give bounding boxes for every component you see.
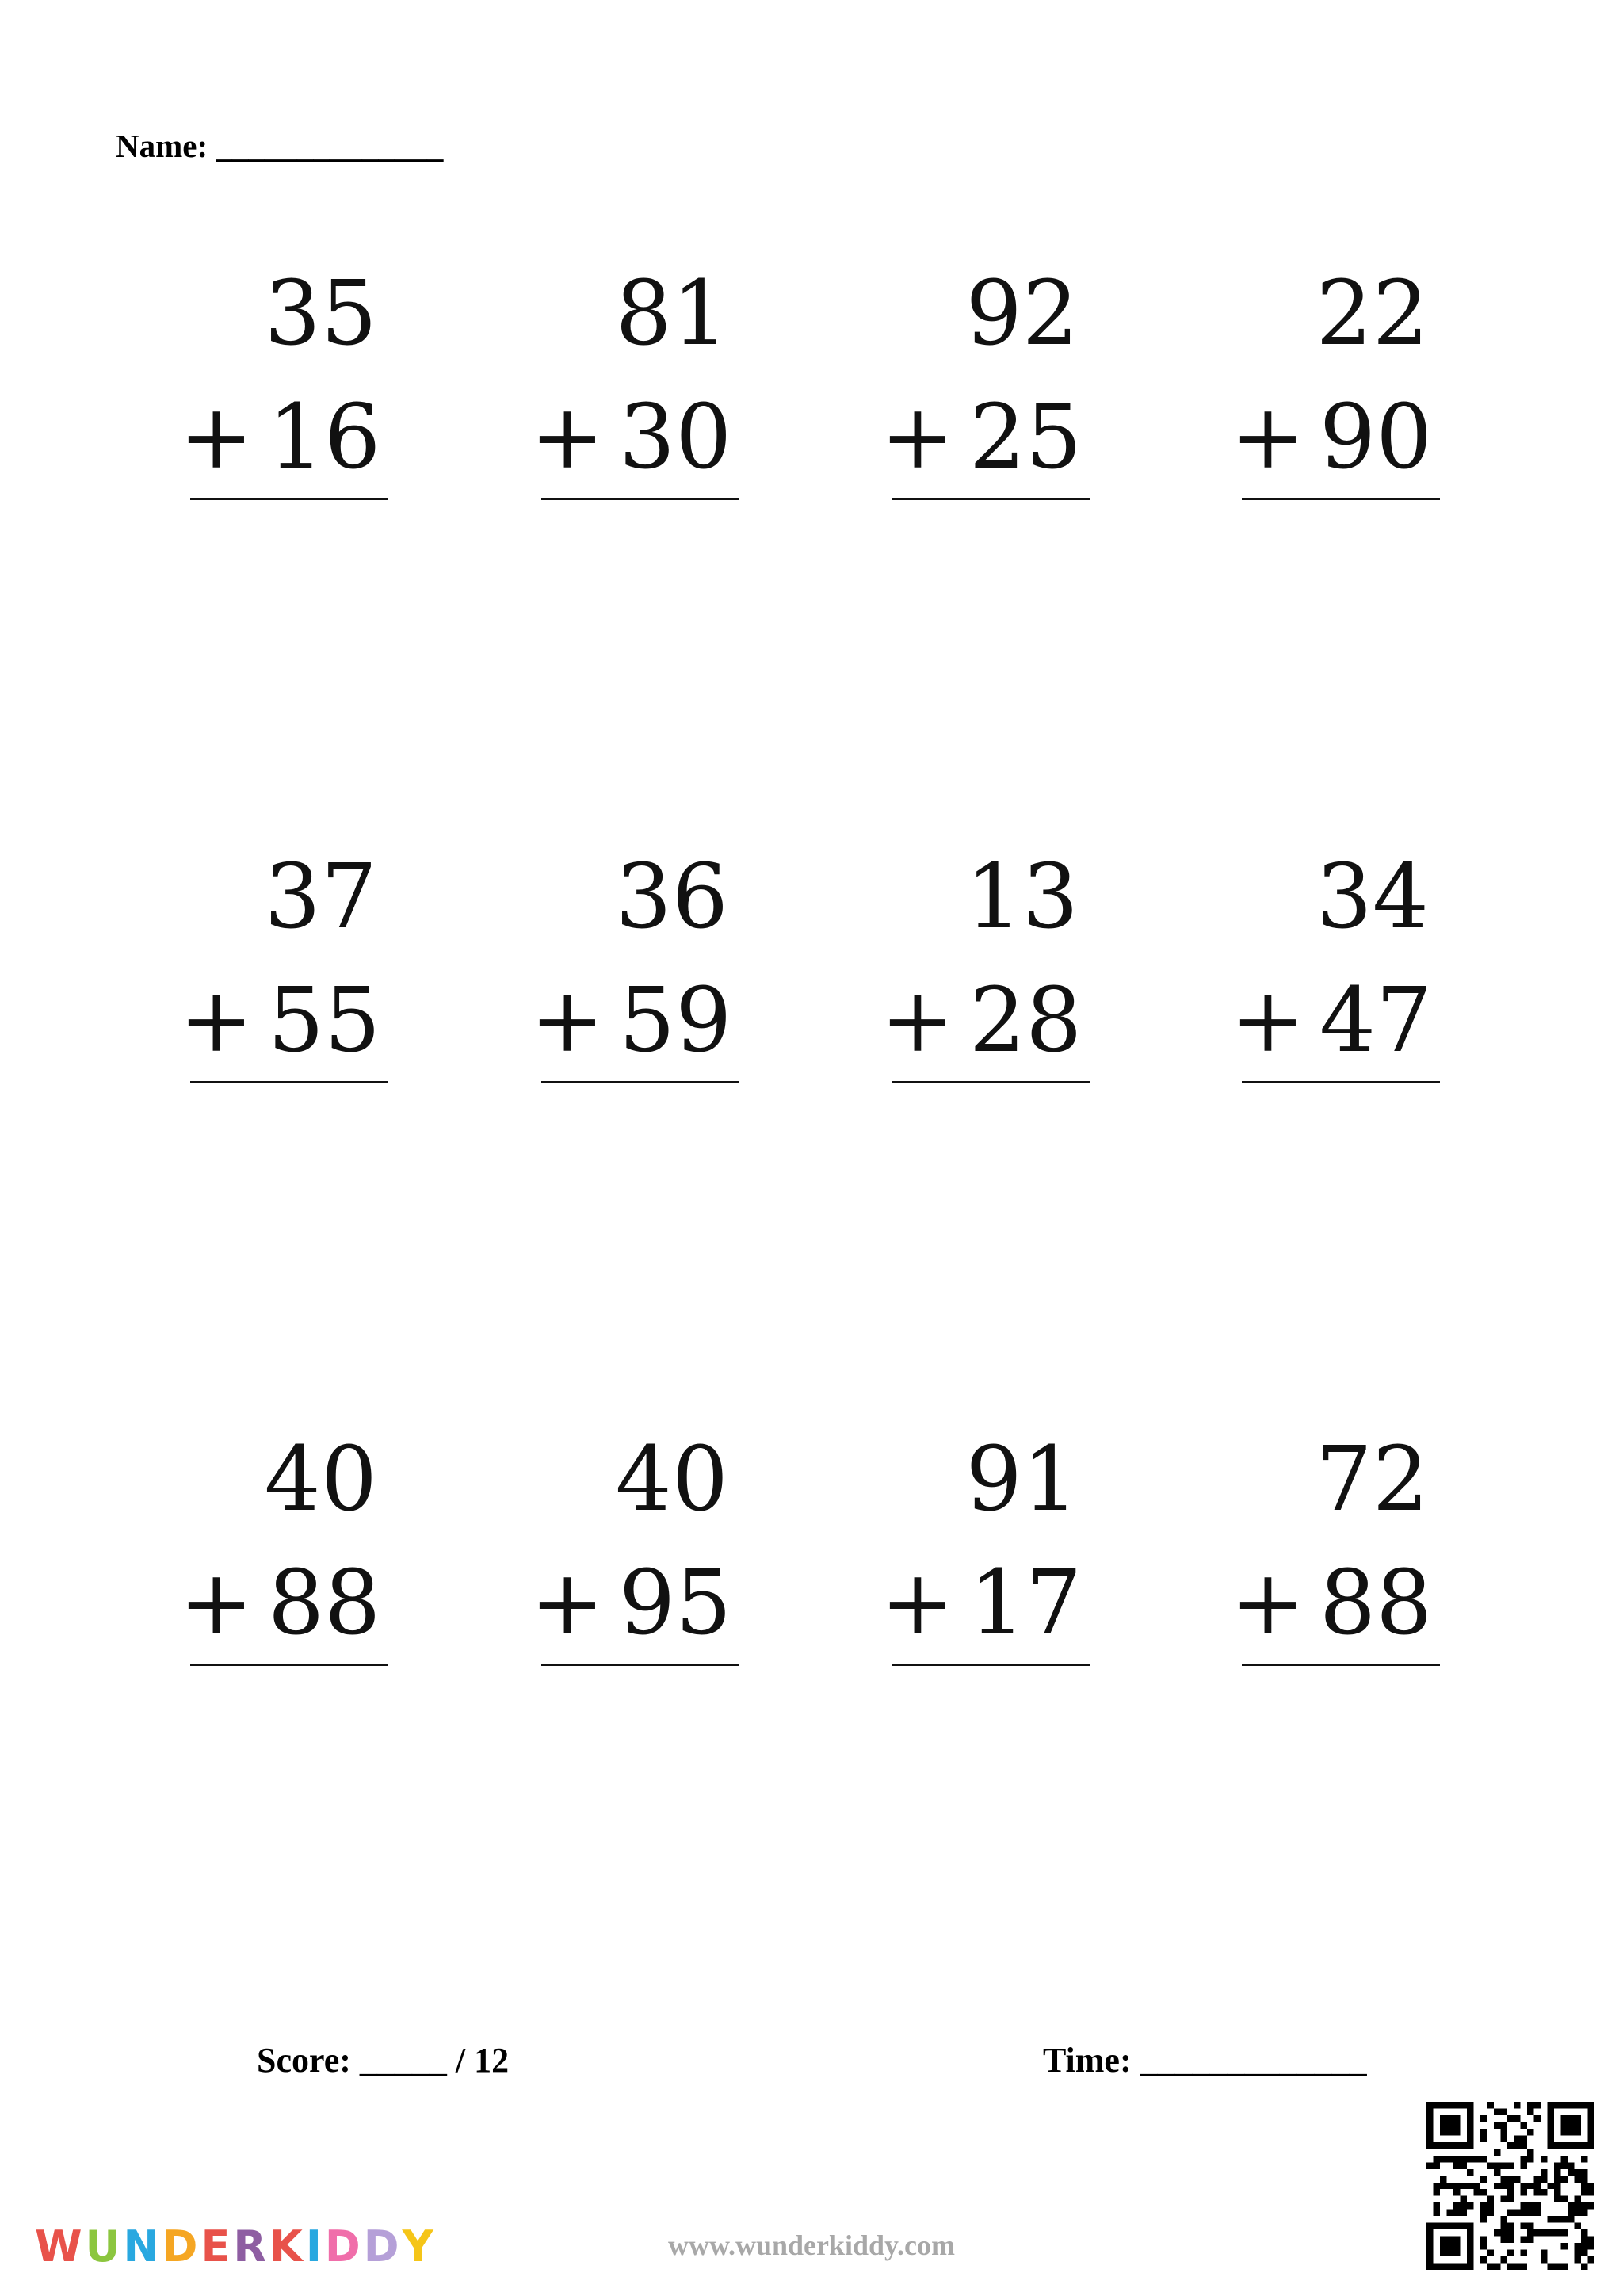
addition-problem xyxy=(179,846,388,1106)
addition-problem xyxy=(880,262,1090,523)
addition-problem xyxy=(179,262,388,523)
addend-top: 91 xyxy=(965,1428,1079,1531)
logo-letter: E xyxy=(200,2222,231,2271)
plus-sign: + xyxy=(1231,969,1305,1072)
addend-bottom-row xyxy=(179,969,381,1072)
addend-bottom: 59 xyxy=(618,969,732,1072)
logo-letter: R xyxy=(233,2222,266,2271)
addend-top: 36 xyxy=(615,846,728,949)
addend-bottom-row xyxy=(179,386,381,489)
website-url: www.wunderkiddy.com xyxy=(667,2229,956,2261)
answer-line xyxy=(541,1081,739,1083)
answer-line xyxy=(892,1081,1090,1083)
addition-problem xyxy=(1231,262,1440,523)
addend-bottom: 16 xyxy=(267,386,381,489)
plus-sign: + xyxy=(179,1552,254,1655)
addend-bottom: 55 xyxy=(267,969,381,1072)
logo-letter: K xyxy=(269,2222,303,2271)
plus-sign: + xyxy=(880,1552,955,1655)
plus-sign: + xyxy=(1231,386,1305,489)
addend-top: 22 xyxy=(1316,262,1429,365)
addend-bottom-row xyxy=(530,386,732,489)
answer-line xyxy=(190,498,388,500)
logo-letter: N xyxy=(123,2222,159,2271)
addition-problem xyxy=(880,846,1090,1106)
plus-sign: + xyxy=(179,969,254,1072)
logo-letter: Y xyxy=(402,2222,433,2271)
addend-bottom: 47 xyxy=(1319,969,1433,1072)
addend-bottom-row xyxy=(880,969,1083,1072)
answer-line xyxy=(1242,1664,1440,1666)
plus-sign: + xyxy=(880,386,955,489)
addition-problem xyxy=(179,1428,388,1689)
logo-letter: W xyxy=(35,2222,82,2271)
addend-bottom-row xyxy=(880,386,1083,489)
answer-line xyxy=(892,498,1090,500)
addend-top: 92 xyxy=(965,262,1079,365)
addend-top: 72 xyxy=(1316,1428,1429,1531)
addend-bottom-row xyxy=(179,1552,381,1655)
addend-bottom-row xyxy=(1231,386,1433,489)
score-label: Score: _____ / 12 xyxy=(257,2041,510,2080)
addition-problem xyxy=(530,262,739,523)
addend-bottom: 88 xyxy=(267,1552,381,1655)
answer-line xyxy=(892,1664,1090,1666)
logo-letter: D xyxy=(363,2222,399,2271)
logo-letter: D xyxy=(162,2222,198,2271)
plus-sign: + xyxy=(1231,1552,1305,1655)
plus-sign: + xyxy=(530,386,605,489)
answer-line xyxy=(190,1081,388,1083)
name-field-label: Name: ______________ xyxy=(116,128,444,164)
addend-top: 13 xyxy=(965,846,1079,949)
addition-problem xyxy=(1231,1428,1440,1689)
addend-bottom: 30 xyxy=(618,386,732,489)
answer-line xyxy=(1242,498,1440,500)
addend-bottom: 28 xyxy=(968,969,1083,1072)
addition-problem xyxy=(530,846,739,1106)
logo-letter: U xyxy=(85,2222,120,2271)
plus-sign: + xyxy=(880,969,955,1072)
addend-top: 81 xyxy=(615,262,728,365)
addend-bottom: 17 xyxy=(968,1552,1083,1655)
addend-top: 40 xyxy=(615,1428,728,1531)
addend-top: 34 xyxy=(1316,846,1429,949)
logo-letter: D xyxy=(324,2222,361,2271)
addend-bottom: 25 xyxy=(968,386,1083,489)
plus-sign: + xyxy=(179,386,254,489)
qr-code-icon xyxy=(1426,2102,1594,2270)
addend-top: 35 xyxy=(264,262,377,365)
plus-sign: + xyxy=(530,1552,605,1655)
addend-bottom-row xyxy=(530,1552,732,1655)
answer-line xyxy=(190,1664,388,1666)
answer-line xyxy=(1242,1081,1440,1083)
addend-bottom: 90 xyxy=(1319,386,1433,489)
addend-top: 37 xyxy=(264,846,377,949)
answer-line xyxy=(541,1664,739,1666)
logo-letter: I xyxy=(305,2222,322,2271)
addend-bottom-row xyxy=(1231,1552,1433,1655)
addend-bottom: 88 xyxy=(1319,1552,1433,1655)
time-label: Time: _____________ xyxy=(1043,2041,1367,2080)
plus-sign: + xyxy=(530,969,605,1072)
addition-problem xyxy=(880,1428,1090,1689)
answer-line xyxy=(541,498,739,500)
addition-problem xyxy=(1231,846,1440,1106)
addend-bottom-row xyxy=(530,969,732,1072)
addend-bottom: 95 xyxy=(618,1552,732,1655)
addition-problem xyxy=(530,1428,739,1689)
addend-bottom-row xyxy=(1231,969,1433,1072)
addend-bottom-row xyxy=(880,1552,1083,1655)
addend-top: 40 xyxy=(264,1428,377,1531)
